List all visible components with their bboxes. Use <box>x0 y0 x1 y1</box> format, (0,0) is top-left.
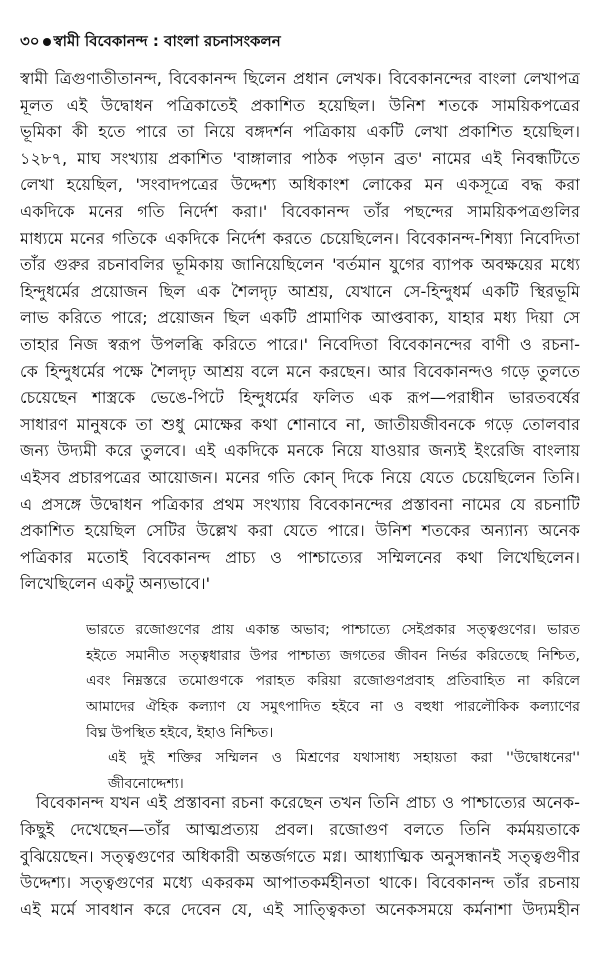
running-head <box>20 30 281 55</box>
text-line: জীবনোদ্দেশ্য। <box>108 776 184 793</box>
text-line: এবং নিম্নস্তরে তমোগুণকে পরাহত করিয়া রজোগুণপ্রবাহ প্রতিবাহিত না করিলে <box>86 673 580 690</box>
text-line: ভূমিকা কী হতে পারে তা নিয়ে বঙ্গদর্শন পত্রিকায় একটি লেখা প্রকাশিত হয়েছিল। <box>20 122 580 142</box>
text-line: এ প্রসঙ্গে উদ্বোধন পত্রিকার প্রথম সংখ্যায় বিবেকানন্দের প্রস্তাবনা নামের যে রচনাটি <box>20 494 580 514</box>
text-line: এই দুই শক্তির সম্মিলন ও মিশ্রণের যথাসাধ্য সহায়তা করা ''উদ্বোধনের'' <box>108 750 580 767</box>
paragraph-2 <box>20 790 580 924</box>
text-line: তাঁর গুরুর রচনাবলির ভূমিকায় জানিয়েছিলেন 'বর্তমান যুগের ব্যাপক অবক্ষয়ের মধ্যে <box>20 255 580 275</box>
text-line: এইসব প্রচারপত্রের আয়োজন। মনের গতি কোন্ দিকে নিয়ে যেতে চেয়েছিলেন তিনি। <box>20 467 580 487</box>
text-line: মূলত এই উদ্বোধন পত্রিকাতেই প্রকাশিত হয়েছিল। উনিশ শতকে সাময়িকপত্রের <box>20 95 580 115</box>
text-line: লিখেছিলেন একটু অন্যভাবে।' <box>20 574 211 594</box>
running-title: স্বামী বিবেকানন্দ : বাংলা রচনাসংকলন <box>53 32 281 50</box>
paragraph-1 <box>20 66 580 598</box>
block-quote <box>86 618 580 798</box>
text-line: স্বামী ত্রিগুণাতীতানন্দ, বিবেকানন্দ ছিলেন প্রধান লেখক। বিবেকানন্দের বাংলা লেখাপত্র <box>20 69 580 88</box>
text-line: বিবেকানন্দ যখন এই প্রস্তাবনা রচনা করেছেন তখন তিনি প্রাচ্য ও পাশ্চাত্যের অনেক- <box>36 793 580 812</box>
text-line: চেয়েছেন শাস্ত্রকে ভেঙে-পিটে হিন্দুধর্মের ফলিত এক রূপ—পরাধীন ভারতবর্ষের <box>20 388 580 408</box>
page-number: ৩০ <box>20 32 40 50</box>
text-line: আমাদের ঐহিক কল্যাণ যে সমুৎপাদিত হইবে না ও বহুধা পারলৌকিক কল্যাণের <box>86 699 580 716</box>
text-line: কিছুই দেখেছেন—তাঁর আত্মপ্রত্যয় প্রবল। রজোগুণ বলতে তিনি কর্মময়তাকে <box>20 819 580 839</box>
text-line: জন্য উদ্যমী করে তুলবে। এই একদিকে মনকে নিয়ে যাওয়ার জন্যই ইংরেজি বাংলায় <box>20 441 580 461</box>
text-line: পত্রিকার মতোই বিবেকানন্দ প্রাচ্য ও পাশ্চাত্যের সম্মিলনের কথা লিখেছিলেন। <box>20 547 580 567</box>
text-line: এই মর্মে সাবধান করে দেবেন যে, এই সাত্ত্বিকতা অনেকসময়ে কর্মনাশা উদ্যমহীন <box>20 900 580 920</box>
bullet-icon <box>43 38 51 46</box>
text-line: একদিকে মনের গতি নির্দেশ করা।' বিবেকানন্দ তাঁর পছন্দের সাময়িকপত্রগুলির <box>20 201 580 221</box>
text-line: ১২৮৭, মাঘ সংখ্যায় প্রকাশিত 'বাঙ্গালার পাঠক পড়ান ব্রত' নামের এই নিবন্ধটিতে <box>20 148 580 168</box>
text-line: তাহার নিজ স্বরূপ উপলব্ধি করিতে পারে।' নিবেদিতা বিবেকানন্দের বাণী ও রচনা- <box>20 334 580 354</box>
text-line: উদ্দেশ্য। সত্ত্বগুণের মধ্যে একরকম আপাতকর্মহীনতা থাকে। বিবেকানন্দ তাঁর রচনায় <box>20 873 580 893</box>
text-line: হিন্দুধর্মের প্রয়োজন ছিল এক শৈলদৃঢ় আশ্রয়, যেখানে সে-হিন্দুধর্ম একটি স্থিরভূমি <box>20 281 580 301</box>
text-line: মাধ্যমে মনের গতিকে একদিকে নির্দেশ করতে চেয়েছিলেন। বিবেকানন্দ-শিষ্যা নিবেদিতা <box>20 228 580 248</box>
text-line: ভারতে রজোগুণের প্রায় একান্ত অভাব; পাশ্চাত্যে সেইপ্রকার সত্ত্বগুণের। ভারত <box>86 622 580 638</box>
text-line: লাভ করিতে পারে; প্রয়োজন ছিল একটি প্রামাণিক আপ্তবাক্য, যাহার মধ্য দিয়া সে <box>20 308 580 328</box>
text-line: সাধারণ মানুষকে তা শুধু মোক্ষের কথা শোনাবে না, জাতীয়জীবনকে গড়ে তোলবার <box>20 414 580 434</box>
text-line: প্রকাশিত হয়েছিল সেটির উল্লেখ করা যেতে পারে। উনিশ শতকের অন্যান্য অনেক <box>20 521 580 541</box>
text-line: কে হিন্দুধর্মের পক্ষে শৈলদৃঢ় আশ্রয় বলে মনে করছেন। আর বিবেকানন্দও গড়ে তুলতে <box>20 361 580 381</box>
text-line: বুঝিয়েছেন। সত্ত্বগুণের অধিকারী অন্তর্জগতে মগ্ন। আধ্যাত্মিক অনুসন্ধানই সত্ত্বগুণীর <box>20 846 580 866</box>
text-line: বিঘ্ন উপস্থিত হইবে, ইহাও নিশ্চিত। <box>86 724 274 741</box>
text-line: লেখা হয়েছিল, 'সংবাদপত্রের উদ্দেশ্য অধিকাংশ লোকের মন একসূত্রে বদ্ধ করা <box>20 175 580 195</box>
text-line: হইতে সমানীত সত্ত্বধারার উপর পাশ্চাত্য জগতের জীবন নির্ভর করিতেছে নিশ্চিত, <box>86 647 580 664</box>
